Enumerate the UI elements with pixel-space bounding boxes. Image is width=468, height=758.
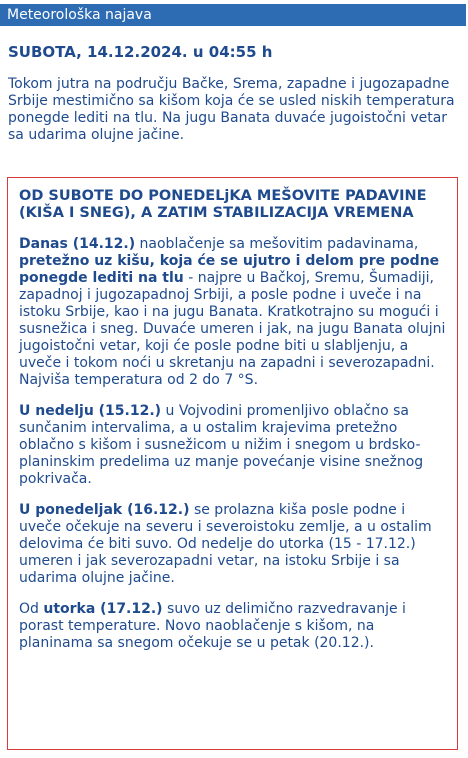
tuesday-lead: utorka (17.12.) [43,601,163,617]
forecast-headline: OD SUBOTE DO PONEDELjKA MEŠOVITE PADAVINE (KIŠA I SNEG), A ZATIM STABILIZACIJA VREMENA [19,188,427,221]
forecast-date: SUBOTA, 14.12.2024. u 04:55 h [8,43,273,61]
tuesday-text: suvo uz delimično razvedravanje i porast temperature. Novo naoblačenje s kišom, na planinama sa snegom očekuje se u petak (20.12.). [19,601,406,651]
section-header: Meteorološka najava [0,4,466,26]
forecast-tuesday [19,601,448,652]
monday-text: se prolazna kiša posle podne i uveče očekuje na severu i severoistoku zemlje, a u ostalim delovima će biti suvo. Od nedelje do utorka (15 - 17.12.) umeren i jak severozapadni vetar, na istoku Srbije i sa udarima olujne jačine. [19,502,432,586]
today-lead: Danas (14.12.) [19,236,136,252]
monday-lead: U ponedeljak (16.12.) [19,502,190,518]
tuesday-pre: Od [19,601,44,617]
forecast-box [7,177,458,750]
today-text-1: naoblačenje sa mešovitim padavinama, [135,236,419,252]
today-text-2: - najpre u Bačkoj, Sremu, Šumadiji, zapadnoj i jugozapadnoj Srbiji, a posle podne i uveče i na istoku Srbije, kao i na jugu Banata. Kratkotrajno su mogući i susnežica i sneg. Duvaće umeren i jak, na jugu Banata olujni jugoistočni vetar, koji će posle podne biti u slabljenju, a uveče i tokom noći u skretanju na zapadni i severozapadni. Najviša temperatura od 2 do 7 °S. [19,270,446,388]
forecast-sunday [19,403,448,488]
sunday-text: u Vojvodini promenljivo oblačno sa sunčanim intervalima, a u ostalim krajevima pretežno oblačno s kišom i susnežicom u nižim i snegom u brdsko-planinskim predelima uz manje povećanje visine snežnog pokrivača. [19,403,424,487]
forecast-monday [19,502,448,587]
sunday-lead: U nedelju (15.12.) [19,403,162,419]
forecast-today [19,236,448,389]
today-bold: pretežno uz kišu, koja će se ujutro i delom pre podne ponegde lediti na tlu [19,253,440,286]
intro-paragraph: Tokom jutra na području Bačke, Srema, zapadne i jugozapadne Srbije mestimično sa kišom koja će se usled niskih temperatura ponegde lediti na tlu. Na jugu Banata duvaće jugoistočni vetar sa udarima olujne jačine. [8,76,455,143]
